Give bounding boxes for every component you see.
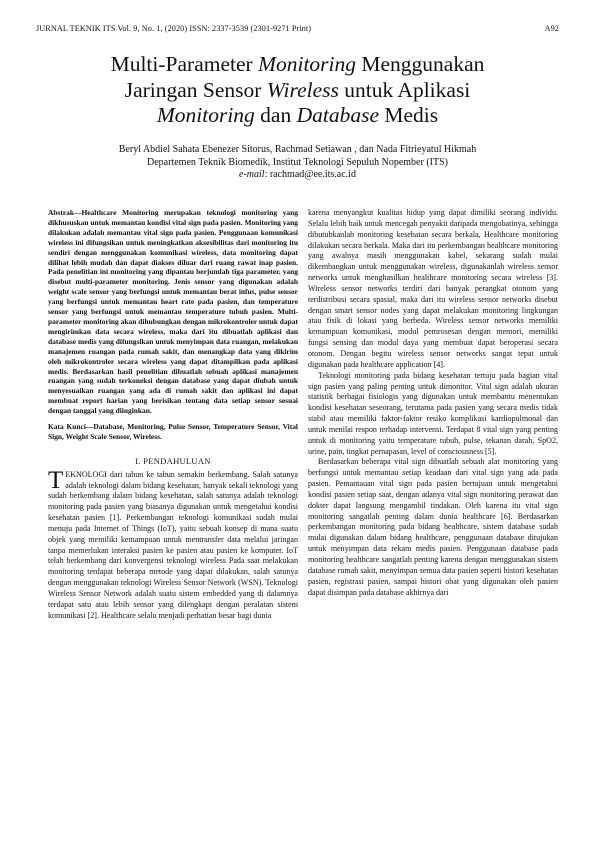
intro-paragraph-4: Berdasarkan beberapa vital sign dibuatlah sebuah alat monitoring yang berfungsi untuk memantau setiap keadaan dari vital sign yang ada pada pasien. Pemantauan vital sign pada pasien bertujuan untuk mengetahui kondisi pasien setiap saat, dengan adanya vital sign monitoring perawat dan dokter dapat langsung mengambil tindakan. Oleh karena itu vital sign monitoring sangatlah penting dalam dunia healthcare [6]. Berdasarkan perkembangan monitoring pada bidang healthcare, sistem database sudah mulai digunakan dalam bidang healthcare, penggunaan database ditujukan untuk menyimpan data rekam medis pasien. Penggunaan database pada monitoring healthcare sangatlah penting karena dengan menggunakan sistem database rumah sakit, menyimpan semua data pasien seperti histori kesehatan pasien, registrasi pasien, sampai histori obat yang digunakan oleh pasien dapat disimpan pada database akhirnya dari xyxy=(308,457,558,597)
title-line-2: Jaringan Sensor Wireless untuk Aplikasi xyxy=(124,77,471,102)
intro-paragraph-1: TEKNOLOGI dari tahun ke tahun semakin berkembang. Salah satunya adalah teknologi dalam bidang kesehatan, banyak sekali teknologi yang sudah berkembang dalam bidang kesehatan, salah satunya adalah teknologi monitoring pada pasien yang biasanya digunakan untuk mengetahui kondisi kesehatan pasien [1]. Perkembangan teknologi komunikasi sudah mulai menuju pada Internet of Things (IoT), yaitu sebuah konsep di mana suatu objek yang memiliki kemampuan untuk mentransfer data melalui jaringan tanpa memerlukan interaksi pasien ke pasien atau pasien ke komputer. IoT telah berkembang dari konvergensi teknologi wireless Pada saat melakukan monitoring terdapat beberapa metode yang dapat dilakukan, salah satunya dengan menggunakan teknologi Wireless Sensor Network (WSN). Teknologi Wireless Sensor Network adalah suatu sistem embedded yang di dalamnya terdapat satu atau lebih sensor yang dilengkapi dengan peralatan sistem komunikasi [2]. Healthcare selalu menjadi perhatian besar bagi dunia xyxy=(48,466,298,620)
section-heading-introduction: I. PENDAHULUAN xyxy=(135,455,211,466)
title-line-3: Monitoring dan Database Medis xyxy=(156,103,439,127)
author-names: Beryl Abdiel Sahata Ebenezer Sitorus, Rachmad Setiawan , dan Nada Fitrieyatul Hikmah xyxy=(118,144,477,155)
keywords: Kata Kunci—Database, Monitoring, Pulse Sensor, Temperature Sensor, Vital Sign, Weight Scale Sensor, Wireless. xyxy=(48,422,298,441)
drop-cap: T xyxy=(48,466,64,494)
intro-paragraph-3: Teknologi monitoring pada bidang kesehatan tertuju pada bagian vital sign pasien yang paling penting untuk dimonitor. Vital sign adalah ukuran statistik berbagai fisiologis yang digunakan untuk membantu menentukan kondisi kesehatan seseorang, terutama pada pasien yang secara medis tidak stabil atau memiliki faktor-faktor resiko komplikasi kardiopulmonal dan untuk menilai respon terhadap intervensi. Terdapat 8 vital sign yang penting untuk di monitoring yaitu temperature tubuh, pulse, tekanan darah, SpO2, urine, pain, tingkat pernapasan, level of consciousness [5]. xyxy=(308,370,558,456)
author-affiliation: Departemen Teknik Biomedik, Institut Teknologi Sepuluh Nopember (ITS) xyxy=(147,156,448,168)
author-email: e-mail: rachmad@ee.its.ac.id xyxy=(239,169,356,181)
page-number: A92 xyxy=(544,24,559,33)
paper-title xyxy=(40,52,555,129)
left-column xyxy=(48,208,298,622)
author-block xyxy=(40,144,555,182)
title-line-1: Multi-Parameter Monitoring Menggunakan xyxy=(110,52,485,76)
abstract: Abstrak—Healthcare Monitoring merupakan teknologi monitoring yang dikhususkan untuk memantau kondisi vital sign pada pasien. Monitoring yang dilakukan adalah memantau vital sign pada pasien. Penggunaan komunikasi wireless ini difungsikan untuk meningkatkan aksesibilitas dari monitoring itu sendiri dengan menggunakan komunikasi wireless, data monitoring dapat dilihat lebih mudah dan dapat diakses diluar dari ruang rawat inap pasien. Pada penelitian ini monitoring yang dipantau berjumlah tiga parameter. yang disebut multi-parameter monitoring. Jenis sensor yang digunakan adalah weight scale sensor yang berfungsi untuk memantau berat infus, pulse sensor yang berfungsi untuk memantau heart rate pada pasien, dan temperature sensor yang berfungsi untuk memantau temperature tubuh pasien. Multi-parameter monitoring akan dihubungkan dengan mikrokontroler untuk dapat mengirimkan data secara wireless, maka dari itu dibuatlah aplikasi dan database medis yang difungsikan untuk menyimpan data ruangan, melakukan manajemen ruangan pada rumah sakit, dan menangkap data yang dikirim oleh mikrokontroler secara wireless yang dapat ditampilkan pada aplikasi medis. Berdasarkan hasil penelitian dibuatlah sebuah aplikasi manajemen ruangan yang sudah terkoneksi dengan database yang dapat diubah untuk menyesuaikan ruangan yang ada di rumah sakit dan aplikasi ini dapat membuat report harian yang berisikan tentang data setiap sensor sesuai dengan tanggal yang diinginkan. xyxy=(48,208,298,416)
intro-paragraph-2: karena menyangkut kualitas hidup yang dapat dimiliki seorang individu. Selalu lebih baik untuk mencegah penyakit daripada mengobatinya, sehingga dibutuhkanlah monitoring kesehatan secara berkala, Healthcare monitoring dilakukan secara berkala. Maka dari itu perkembangan healthcare monitoring yang awalnya masih menggunakan kabel, sekarang sudah mulai dikembangkan untuk menggunakan wireless, digunakanlah wireless sensor networks untuk menghasilkan healthcare monitoring secara wireless [3]. Wireless sensor networks terdiri dari banyak perangkat otonom yang terdistribusi secara spasial, maka dari itu wireless sensor networks disebut dengan smart sensor nodes yang dapat melakukan monitoring lingkungan atau fisik di lokasi yang berbeda. Wireless sensor networks memiliki kemampuan komunikasi, modul pemrosesan dengan memori, memiliki fungsi sensing dan modul daya yang membuat dapat beroperasi secara otonom. Dengan begitu wireless sensor networks sangat tepat untuk digunakan pada healthcare application [4]. xyxy=(308,208,558,369)
right-column xyxy=(308,208,558,598)
journal-info: JURNAL TEKNIK ITS Vol. 9, No. 1, (2020) ISSN: 2337-3539 (2301-9271 Print) xyxy=(36,24,312,33)
